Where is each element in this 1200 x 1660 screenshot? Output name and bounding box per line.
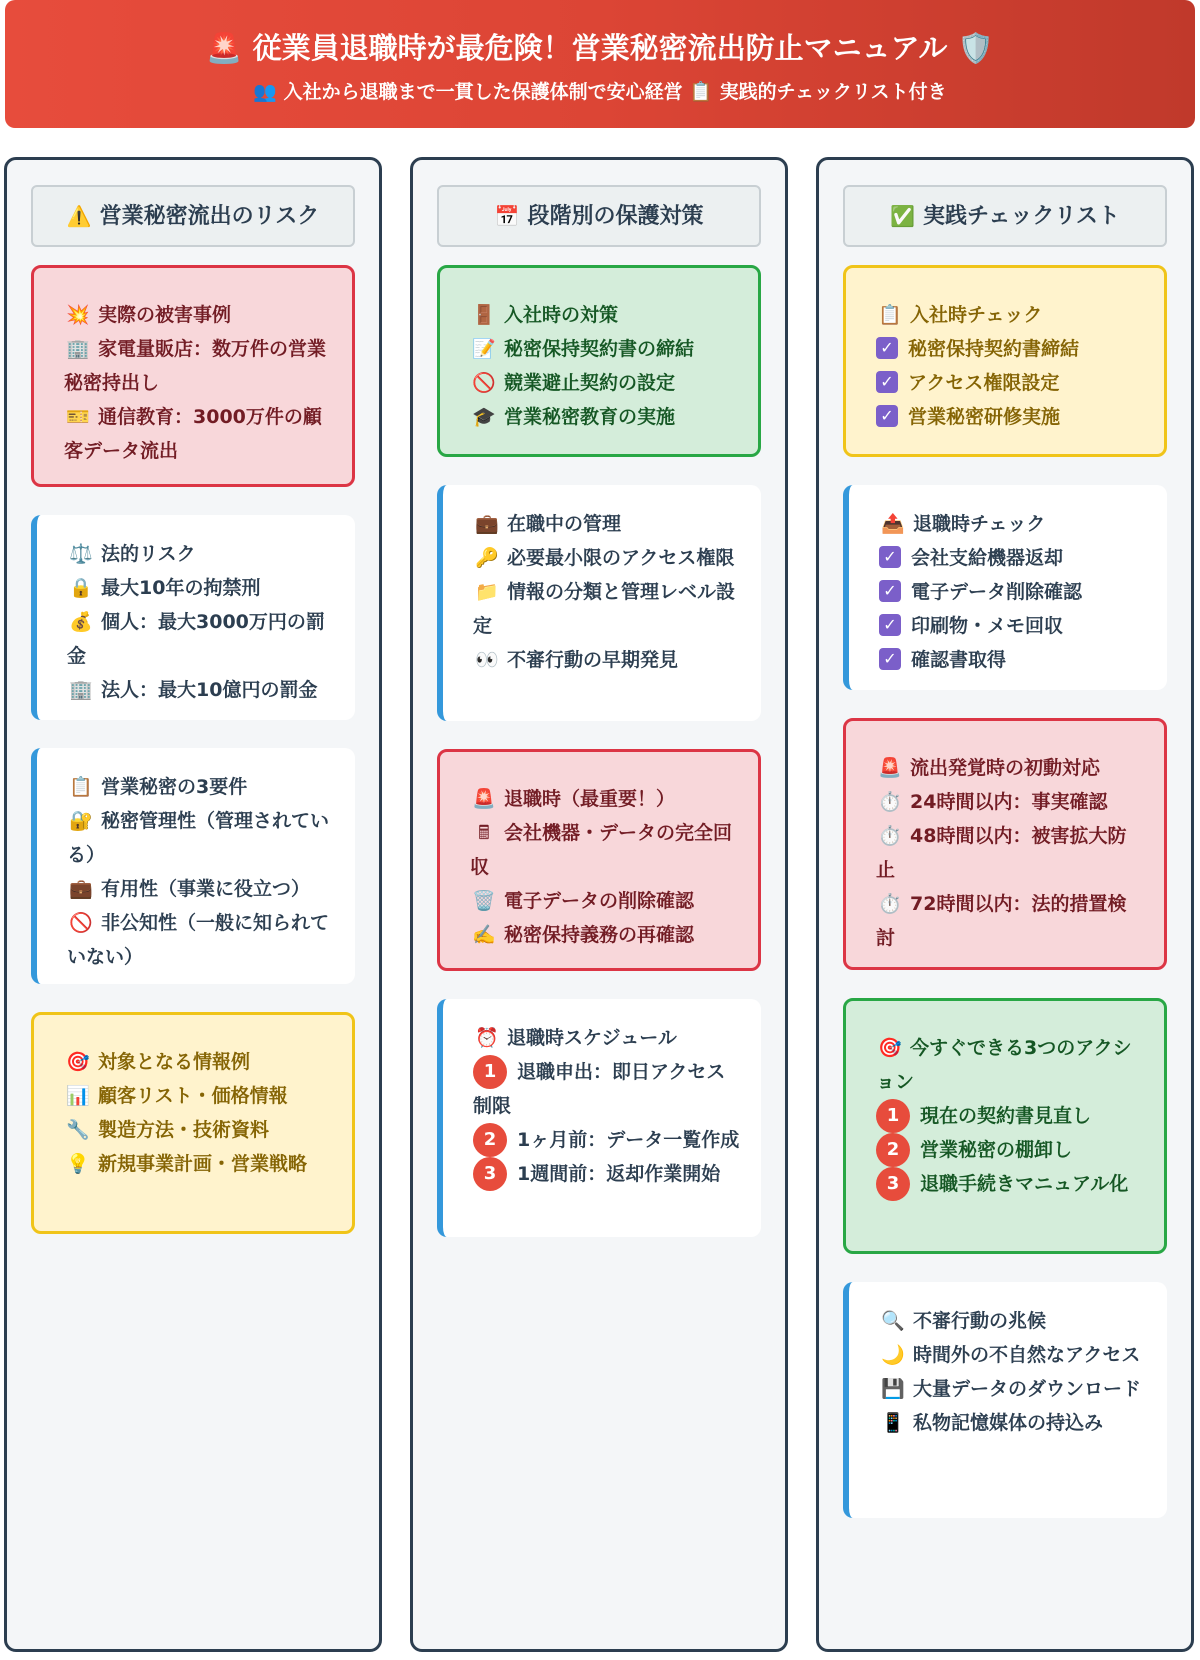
number-badge: 3	[473, 1157, 507, 1191]
list-item	[67, 872, 335, 906]
checkbox-checked-icon: ✓	[879, 648, 901, 670]
lightbulb-icon: 💡	[66, 1153, 90, 1175]
card-title	[473, 507, 741, 541]
list-item-text: 大量データのダウンロード	[913, 1378, 1142, 1400]
list-item	[876, 1099, 1144, 1133]
key-icon: 🔑	[475, 547, 499, 569]
list-item-text: 私物記憶媒体の持込み	[913, 1412, 1104, 1434]
list-item-text: 法人：最大10億円の罰金	[101, 679, 318, 701]
list-item	[470, 332, 738, 366]
floppy-disk-icon: 💾	[881, 1378, 905, 1400]
column-risks	[4, 157, 382, 1652]
graduation-cap-icon: 🎓	[472, 406, 496, 428]
list-item	[470, 366, 738, 400]
card-title-text: 退職時スケジュール	[507, 1027, 677, 1049]
trash-icon: 🗑️	[472, 890, 496, 912]
card-title	[67, 770, 335, 804]
card-target-info	[31, 1012, 355, 1234]
list-item-text: 家電量販店：数万件の営業秘密持出し	[64, 338, 327, 394]
page-title	[5, 26, 1195, 67]
list-item	[473, 575, 741, 643]
page-header	[5, 0, 1195, 128]
number-badge: 2	[876, 1133, 910, 1167]
list-item	[470, 918, 738, 952]
scales-icon: ⚖️	[69, 543, 93, 565]
alarm-clock-icon: ⏰	[475, 1027, 499, 1049]
list-item	[470, 816, 738, 884]
checklist-item	[879, 609, 1147, 643]
list-item-text: 秘密保持契約書の締結	[504, 338, 695, 360]
list-item	[470, 884, 738, 918]
list-item-text: 製造方法・技術資料	[98, 1119, 270, 1141]
bar-chart-icon: 📊	[66, 1085, 90, 1107]
card-title	[470, 782, 738, 816]
stopwatch-icon: ⏱️	[878, 791, 902, 813]
calendar-icon: 📅	[494, 204, 520, 228]
card-employment-management	[437, 485, 761, 721]
checklist-item-text: 秘密保持契約書締結	[908, 338, 1080, 360]
list-item-text: 競業避止契約の設定	[504, 372, 676, 394]
list-item	[876, 785, 1144, 819]
card-title-text: 流出発覚時の初動対応	[910, 757, 1101, 779]
door-icon: 🚪	[472, 304, 496, 326]
column-heading-text: 実践チェックリスト	[923, 204, 1120, 229]
warning-icon: ⚠️	[66, 204, 92, 228]
list-item	[876, 819, 1144, 887]
lock-key-icon: 🔐	[69, 810, 93, 832]
list-item	[473, 1055, 741, 1123]
subtitle-text-1: 入社から退職まで一貫した保護体制で安心経営	[283, 81, 683, 103]
clipboard-icon: 📋	[878, 304, 902, 326]
checkbox-checked-icon: ✓	[876, 405, 898, 427]
list-item	[64, 1147, 332, 1181]
card-leak-response	[843, 718, 1167, 970]
list-item-text: 退職申出：即日アクセス制限	[473, 1061, 726, 1117]
checklist-item-text: 営業秘密研修実施	[908, 406, 1061, 428]
column-heading-text: 段階別の保護対策	[527, 204, 704, 229]
list-item	[876, 887, 1144, 955]
column-heading	[31, 185, 355, 247]
outbox-icon: 📤	[881, 513, 905, 535]
list-item-text: 48時間以内：被害拡大防止	[876, 825, 1127, 881]
card-resignation-measures	[437, 749, 761, 971]
money-bag-icon: 💰	[69, 611, 93, 633]
checklist-item	[876, 366, 1144, 400]
list-item	[470, 400, 738, 434]
ticket-icon: 🎫	[66, 406, 90, 428]
moon-icon: 🌙	[881, 1344, 905, 1366]
mobile-device-icon: 📱	[881, 1412, 905, 1434]
checklist-item	[879, 643, 1147, 677]
briefcase-icon: 💼	[69, 878, 93, 900]
card-title	[876, 1031, 1144, 1099]
column-heading	[843, 185, 1167, 247]
subtitle-text-2: 実践的チェックリスト付き	[719, 81, 947, 103]
list-item-text: 電子データの削除確認	[504, 890, 695, 912]
checklist-item-text: 印刷物・メモ回収	[911, 615, 1064, 637]
card-title-text: 退職時チェック	[913, 513, 1046, 535]
list-item-text: 新規事業計画・営業戦略	[98, 1153, 308, 1175]
list-item-text: 最大10年の拘禁刑	[101, 577, 261, 599]
list-item-text: 72時間以内：法的措置検討	[876, 893, 1127, 949]
list-item-text: 不審行動の早期発見	[507, 649, 679, 671]
list-item	[64, 1113, 332, 1147]
list-item	[473, 541, 741, 575]
folder-icon: 📁	[475, 581, 499, 603]
check-mark-icon: ✅	[890, 204, 915, 228]
checklist-item-text: 確認書取得	[911, 649, 1007, 671]
list-item-text: 1ヶ月前：データ一覧作成	[517, 1129, 740, 1151]
card-title	[67, 537, 335, 571]
card-resignation-schedule	[437, 999, 761, 1237]
card-title	[64, 1045, 332, 1079]
number-badge: 1	[876, 1099, 910, 1133]
siren-icon: 🚨	[206, 31, 243, 65]
column-heading-text: 営業秘密流出のリスク	[99, 204, 320, 229]
briefcase-icon: 💼	[475, 513, 499, 535]
card-title-text: 入社時チェック	[910, 304, 1043, 326]
list-item	[67, 605, 335, 673]
lock-icon: 🔒	[69, 577, 93, 599]
list-item	[879, 1338, 1147, 1372]
list-item-text: 必要最小限のアクセス権限	[507, 547, 735, 569]
card-title	[470, 298, 738, 332]
checklist-item-text: 電子データ削除確認	[911, 581, 1083, 603]
card-title	[876, 298, 1144, 332]
card-title-text: 入社時の対策	[504, 304, 619, 326]
list-item	[64, 1079, 332, 1113]
target-icon: 🎯	[878, 1037, 902, 1059]
checklist-item-text: アクセス権限設定	[908, 372, 1060, 394]
number-badge: 1	[473, 1055, 507, 1089]
card-title-text: 法的リスク	[101, 543, 196, 565]
card-title	[879, 1304, 1147, 1338]
list-item	[67, 804, 335, 872]
card-title-text: 実際の被害事例	[98, 304, 232, 326]
list-item-text: 有用性（事業に役立つ）	[101, 878, 311, 900]
target-icon: 🎯	[66, 1051, 90, 1073]
column-heading	[437, 185, 761, 247]
card-title	[473, 1021, 741, 1055]
list-item-text: 秘密管理性（管理されている）	[67, 810, 330, 866]
list-item-text: 会社機器・データの完全回収	[470, 822, 733, 878]
siren-icon: 🚨	[472, 788, 496, 810]
list-item	[879, 1406, 1147, 1440]
list-item-text: 非公知性（一般に知られていない）	[67, 912, 330, 968]
list-item-text: 顧客リスト・価格情報	[98, 1085, 288, 1107]
list-item-text: 現在の契約書見直し	[920, 1105, 1092, 1127]
office-building-icon: 🏢	[66, 338, 90, 360]
card-title-text: 不審行動の兆候	[913, 1310, 1047, 1332]
calculator-icon: 🖩	[478, 822, 490, 844]
list-item-text: 1週間前：返却作業開始	[517, 1163, 721, 1185]
number-badge: 2	[473, 1123, 507, 1157]
card-hiring-measures	[437, 265, 761, 457]
list-item-text: 退職手続きマニュアル化	[920, 1173, 1129, 1195]
column-measures	[410, 157, 788, 1652]
stopwatch-icon: ⏱️	[878, 825, 902, 847]
list-item-text: 24時間以内：事実確認	[910, 791, 1108, 813]
page-subtitle	[5, 77, 1195, 104]
card-suspicious-signs	[843, 1282, 1167, 1518]
title-text: 従業員退職時が最危険！営業秘密流出防止マニュアル	[252, 31, 948, 65]
card-title	[879, 507, 1147, 541]
number-badge: 3	[876, 1167, 910, 1201]
list-item-text: 営業秘密教育の実施	[504, 406, 676, 428]
card-title-text: 今すぐできる3つのアクション	[876, 1037, 1132, 1093]
list-item-text: 通信教育：3000万件の顧客データ流出	[64, 406, 322, 462]
list-item	[473, 643, 741, 677]
card-title-text: 営業秘密の3要件	[101, 776, 248, 798]
explosion-icon: 💥	[66, 304, 90, 326]
office-building-icon: 🏢	[69, 679, 93, 701]
list-item	[876, 1167, 1144, 1201]
checklist-item-text: 会社支給機器返却	[911, 547, 1064, 569]
clipboard-icon: 📋	[69, 776, 93, 798]
list-item-text: 情報の分類と管理レベル設定	[473, 581, 736, 637]
list-item-text: 時間外の不自然なアクセス	[913, 1344, 1141, 1366]
list-item	[473, 1157, 741, 1191]
list-item	[67, 906, 335, 974]
list-item	[473, 1123, 741, 1157]
checkbox-checked-icon: ✓	[876, 337, 898, 359]
list-item	[879, 1372, 1147, 1406]
card-title	[876, 751, 1144, 785]
card-title-text: 在職中の管理	[507, 513, 622, 535]
checklist-item	[879, 575, 1147, 609]
prohibited-icon: 🚫	[472, 372, 496, 394]
prohibited-icon: 🚫	[69, 912, 93, 934]
card-title-text: 対象となる情報例	[98, 1051, 251, 1073]
list-item-text: 個人：最大3000万円の罰金	[67, 611, 325, 667]
column-checklist	[816, 157, 1194, 1652]
siren-icon: 🚨	[878, 757, 902, 779]
checklist-item	[876, 332, 1144, 366]
list-item	[67, 571, 335, 605]
clipboard-icon: 📋	[689, 81, 713, 103]
list-item	[64, 400, 332, 468]
card-title-text: 退職時（最重要！）	[504, 788, 676, 810]
checkbox-checked-icon: ✓	[879, 580, 901, 602]
card-hiring-checklist	[843, 265, 1167, 457]
list-item	[64, 332, 332, 400]
checkbox-checked-icon: ✓	[876, 371, 898, 393]
people-icon: 👥	[253, 81, 278, 103]
stopwatch-icon: ⏱️	[878, 893, 902, 915]
checklist-item	[879, 541, 1147, 575]
shield-icon: 🛡️	[957, 31, 994, 65]
card-three-actions	[843, 998, 1167, 1254]
checkbox-checked-icon: ✓	[879, 546, 901, 568]
card-damage-cases	[31, 265, 355, 487]
memo-icon: 📝	[472, 338, 496, 360]
card-title	[64, 298, 332, 332]
magnifier-icon: 🔍	[881, 1310, 905, 1332]
list-item-text: 営業秘密の棚卸し	[920, 1139, 1073, 1161]
checkbox-checked-icon: ✓	[879, 614, 901, 636]
list-item	[876, 1133, 1144, 1167]
checklist-item	[876, 400, 1144, 434]
list-item-text: 秘密保持義務の再確認	[504, 924, 695, 946]
writing-hand-icon: ✍️	[472, 924, 496, 946]
card-legal-risks	[31, 515, 355, 720]
card-three-requirements	[31, 748, 355, 984]
list-item	[67, 673, 335, 707]
card-resignation-checklist	[843, 485, 1167, 690]
eyes-icon: 👀	[475, 649, 499, 671]
wrench-icon: 🔧	[66, 1119, 90, 1141]
